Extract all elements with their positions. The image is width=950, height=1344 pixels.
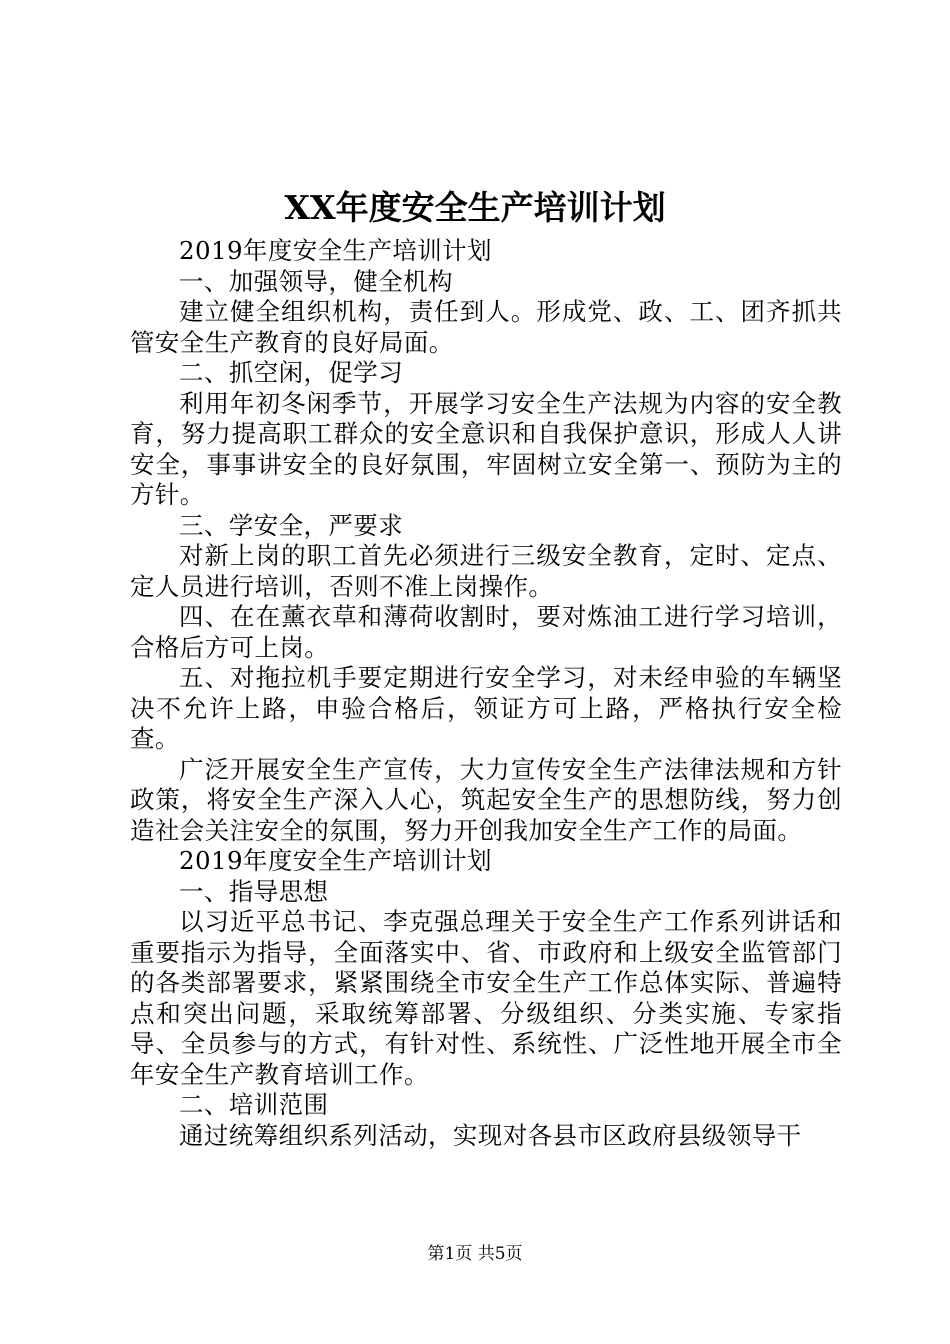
document-body — [130, 236, 842, 1151]
paragraph: 利用年初冬闲季节，开展学习安全生产法规为内容的安全教育，努力提高职工群众的安全意识和自我保护意识，形成人人讲安全，事事讲安全的良好氛围，牢固树立安全第一、预防为主的方针。 — [130, 388, 842, 509]
document-title: XX年度安全生产培训计划 — [284, 188, 666, 227]
paragraph: 2019年度安全生产培训计划 — [179, 236, 492, 265]
paragraph: 通过统筹组织系列活动，实现对各县市区政府县级领导干 — [179, 1120, 802, 1150]
paragraph: 对新上岗的职工首先必须进行三级安全教育，定时、定点、定人员进行培训，否则不准上岗操作。 — [130, 541, 842, 601]
paragraph: 一、加强领导，健全机构 — [179, 266, 453, 296]
paragraph: 建立健全组织机构，责任到人。形成党、政、工、团齐抓共管安全生产教育的良好局面。 — [130, 297, 842, 357]
paragraph: 五、对拖拉机手要定期进行安全学习，对未经申验的车辆坚决不允许上路，申验合格后，领证方可上路，严格执行安全检查。 — [130, 663, 842, 753]
paragraph: 广泛开展安全生产宣传，大力宣传安全生产法律法规和方针政策，将安全生产深入人心，筑起安全生产的思想防线，努力创造社会关注安全的氛围，努力开创我加安全生产工作的局面。 — [130, 754, 842, 845]
paragraph: 以习近平总书记、李克强总理关于安全生产工作系列讲话和重要指示为指导，全面落实中、省、市政府和上级安全监管部门的各类部署要求，紧紧围绕全市安全生产工作总体实际、普遍特点和突出问题，采取统筹部署、分级组织、分类实施、专家指导、全员参与的方式，有针对性、系统性、广泛性地开展全市全年安全生产教育培训工作。 — [130, 907, 842, 1089]
paragraph: 四、在在薰衣草和薄荷收割时，要对炼油工进行学习培训，合格后方可上岗。 — [130, 602, 842, 662]
paragraph: 二、培训范围 — [179, 1090, 329, 1119]
page-number-footer: 第1页 共5页 — [427, 1244, 523, 1264]
paragraph: 一、指导思想 — [179, 876, 329, 906]
paragraph: 2019年度安全生产培训计划 — [179, 846, 492, 875]
paragraph: 二、抓空闲，促学习 — [179, 358, 404, 387]
paragraph: 三、学安全，严要求 — [179, 510, 404, 540]
